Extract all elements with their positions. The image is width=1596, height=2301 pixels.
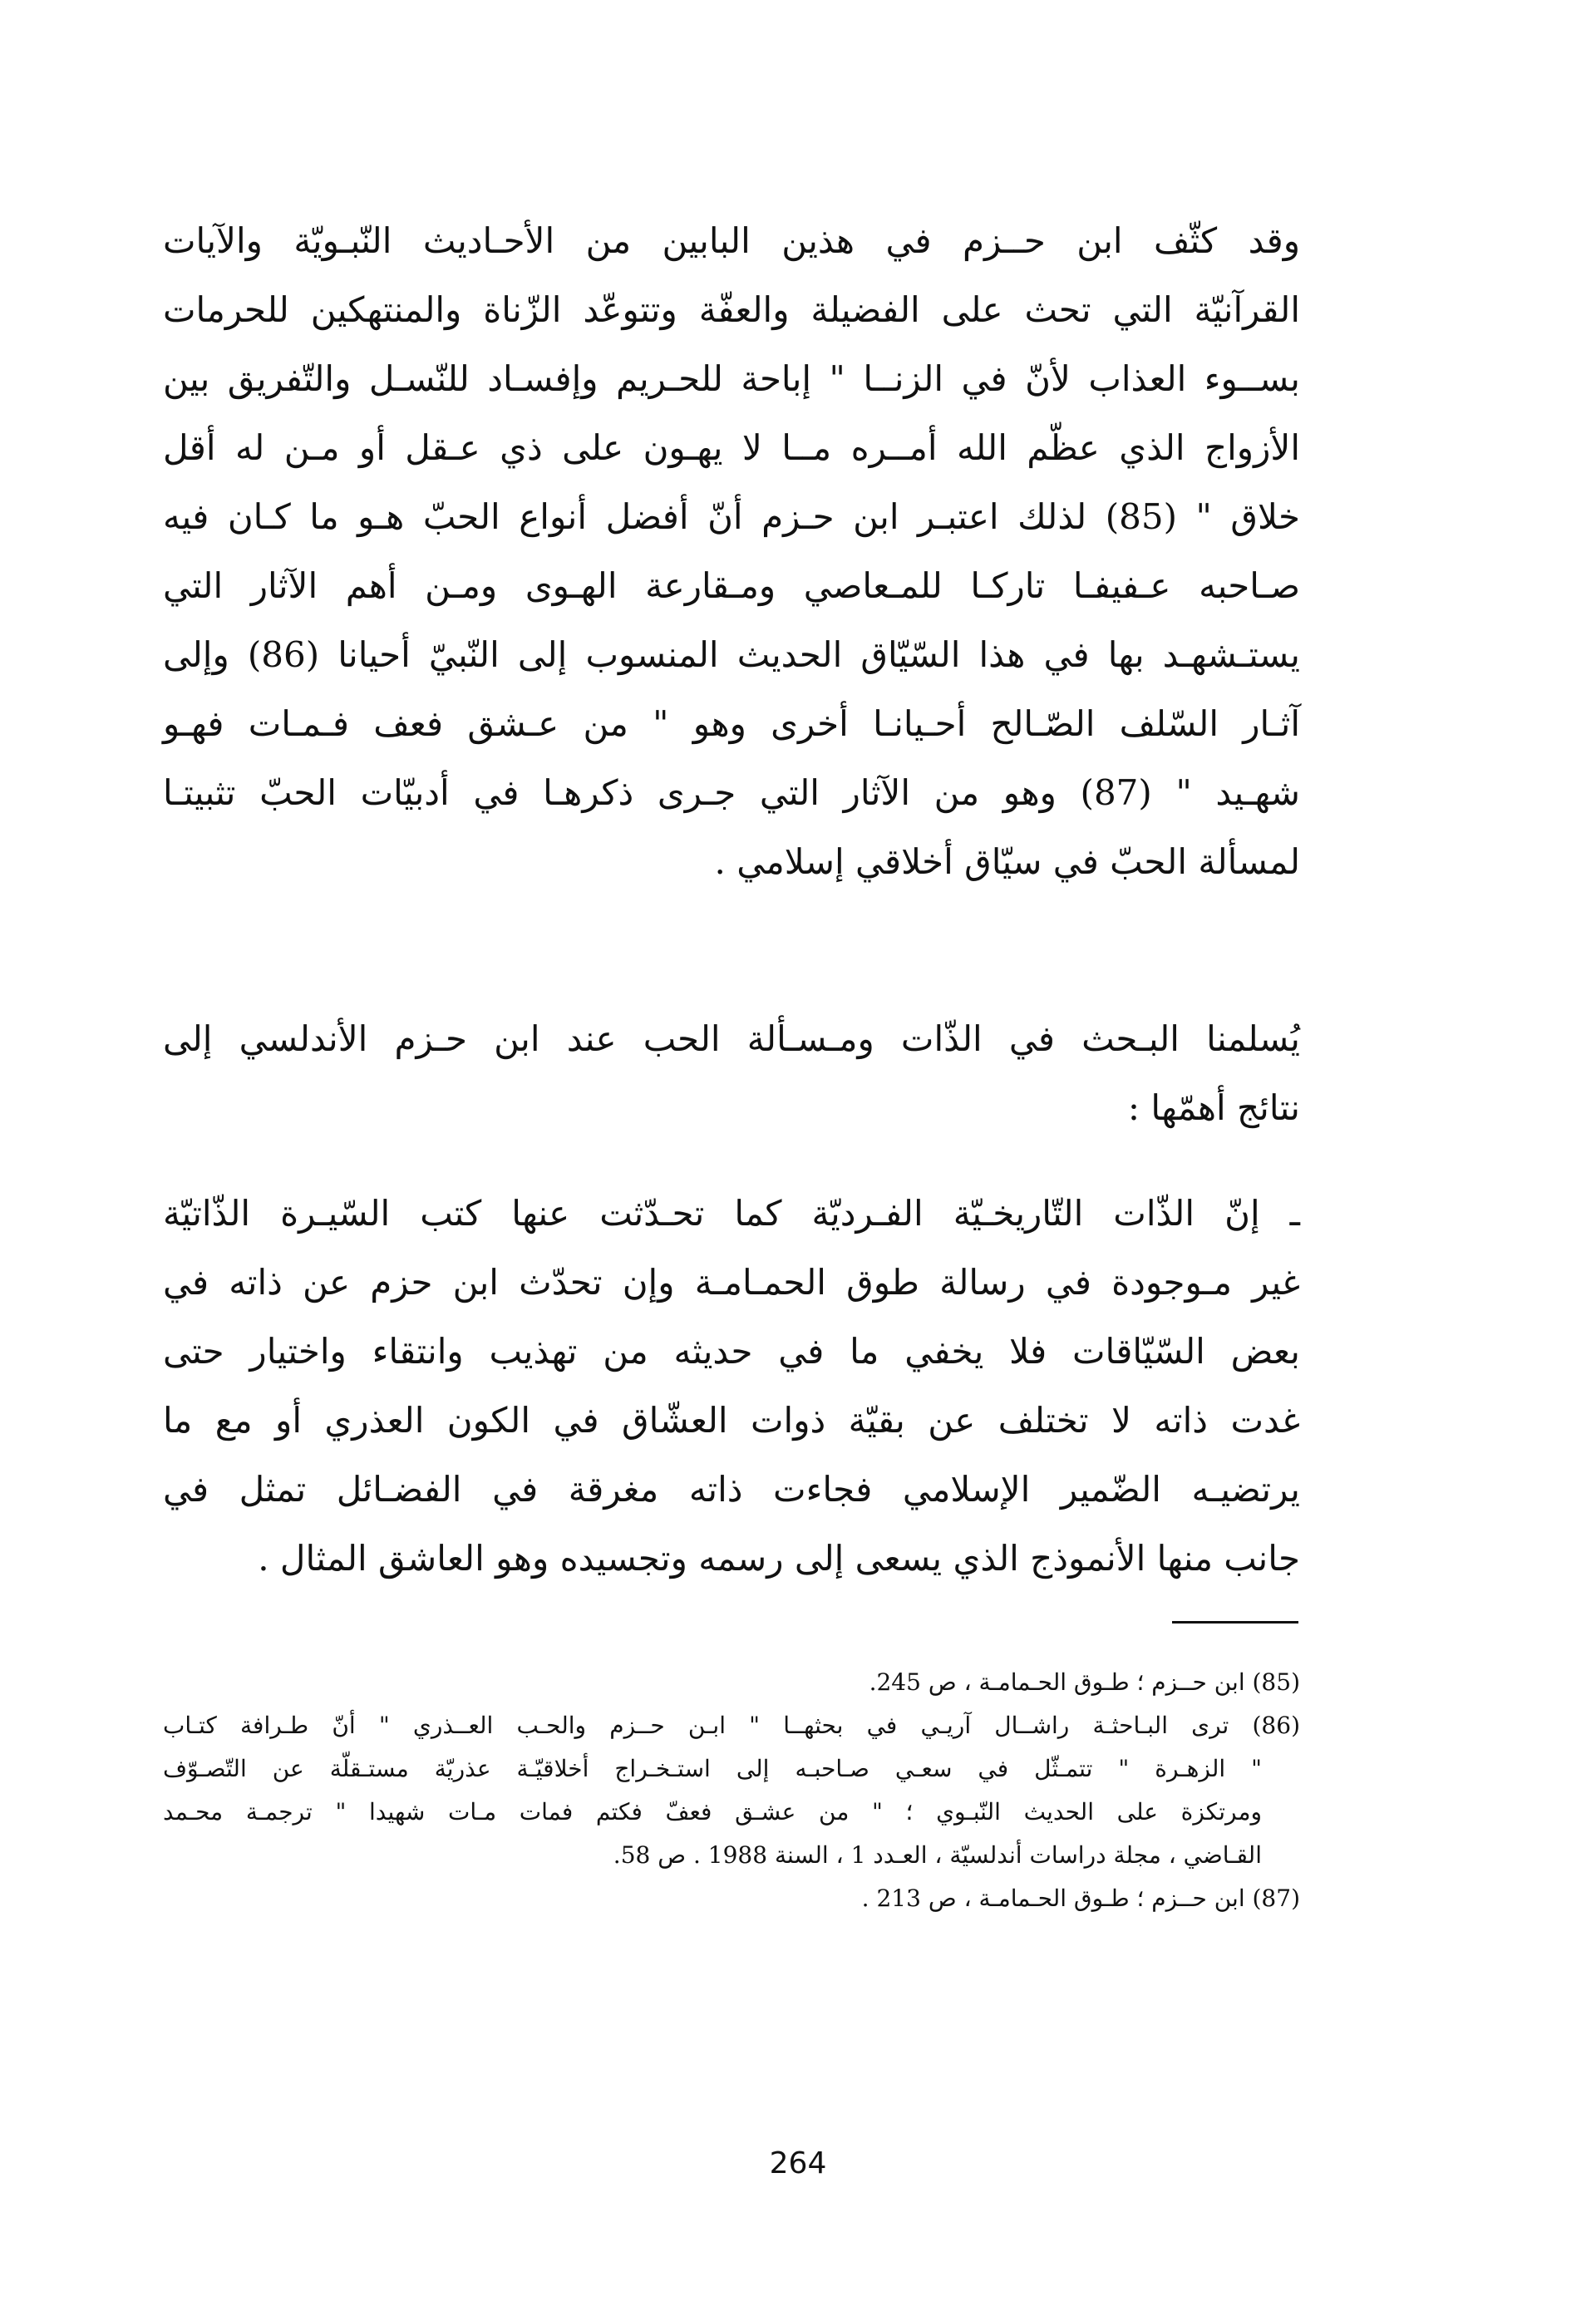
paragraph-2	[163, 1004, 1300, 1142]
paragraph-line: غير مـوجودة في رسالة طوق الحمـامـة وإن تحدّث ابن حزم عن ذاته في	[163, 1262, 1300, 1303]
footnote-86-continuation: " الزهـرة " تتمـثّل في سعـي صـاحبـه إلى استـخـراج أخلاقيّـة عذريّة مستـقلّة عن التّصـوّف	[163, 1755, 1262, 1782]
page-number: 264	[769, 2146, 827, 2180]
paragraph-line: يستـشهـد بها في هذا السّيّاق الحديث المنسوب إلى النّبيّ أحيانا (86) وإلى	[163, 634, 1300, 675]
paragraph-line: وقد كثّف ابن حــزم في هذين البابين من الأحـاديث النّبـويّة والآيات	[163, 220, 1300, 261]
paragraph-line: آثـار السّلف الصّـالح أحـيانـا أخرى وهو " من عـشق فعف فـمـات فهـو	[163, 703, 1300, 744]
paragraph-line: بســوء العذاب لأنّ في الزنــا " إباحة للحـريم وإفسـاد للنّسـل والتّفريق بين	[163, 358, 1300, 399]
footnote-87: (87) ابن حــزم ؛ طـوق الحـمامـة ، ص 213 .	[861, 1885, 1300, 1912]
paragraph-line: شهـيد " (87) وهو من الآثار التي جـرى ذكرهـا في أدبيّات الحبّ تثبيتـا	[163, 772, 1300, 813]
paragraph-line: خلاق " (85) لذلك اعتبـر ابن حـزم أنّ أفضل أنواع الحبّ هـو ما كـان فيه	[163, 496, 1300, 537]
footnote-86: (86) ترى البـاحثـة راشــال آريـي في بحثهــا " ابـن حــزم والحـب العــذري " أنّ طـرافة كتـاب	[163, 1712, 1300, 1739]
paragraph-line: غدت ذاته لا تختلف عن بقيّة ذوات العشّاق في الكون العذري أو مع ما	[163, 1400, 1300, 1441]
paragraph-line: بعض السّيّاقات فلا يخفي ما في حديثه من تهذيب وانتقاء واختيار حتى	[163, 1331, 1300, 1372]
paragraph-line: لمسألة الحبّ في سيّاق أخلاقي إسلامي .	[714, 841, 1300, 882]
paragraph-line: يُسلمنا البـحث في الذّات ومـسـألة الحب عند ابن حـزم الأندلسي إلى	[163, 1018, 1300, 1059]
paragraph-line: صـاحبه عـفيفـا تاركـا للمـعاصي ومـقارعة الهـوى ومـن أهم الآثار التي	[163, 565, 1300, 606]
paragraph-line: نتائج أهمّها :	[1127, 1087, 1300, 1128]
paragraph-line: القرآنيّة التي تحث على الفضيلة والعفّة وتتوعّد الزّناة والمنتهكين للحرمات	[163, 289, 1300, 330]
paragraph-3	[163, 1179, 1300, 1593]
footnote-86-continuation: القـاضي ، مجلة دراسات أندلسيّة ، العـدد 1 ، السنة 1988 . ص 58.	[613, 1841, 1262, 1869]
footnotes	[163, 1661, 1300, 1920]
footnote-86-continuation: ومرتكزة على الحديث النّبـوي ؛ " من عشـق فعفّ فكتم فمات مـات شهيدا " ترجمـة محـمد	[163, 1798, 1262, 1826]
paragraph-line: يرتضيـه الضّمير الإسلامي فجاءت ذاته مغرقة في الفضـائل تمثل في	[163, 1469, 1300, 1510]
paragraph-line: ـ إنّ الذّات التّاريخـيّة الفـرديّة كما تحـدّثت عنها كتب السّيـرة الذّاتيّة	[163, 1193, 1300, 1234]
footnote-85: (85) ابن حــزم ؛ طـوق الحـمامـة ، ص 245.	[869, 1668, 1300, 1696]
paragraph-line: جانب منها الأنموذج الذي يسعى إلى رسمه وتجسيده وهو العاشق المثال .	[258, 1538, 1300, 1579]
paragraph-line: الأزواج الذي عظّم الله أمــره مــا لا يهـون على ذي عـقل أو مـن له أقل	[163, 427, 1300, 468]
footnote-separator	[1172, 1621, 1298, 1624]
paragraph-1	[163, 206, 1300, 896]
